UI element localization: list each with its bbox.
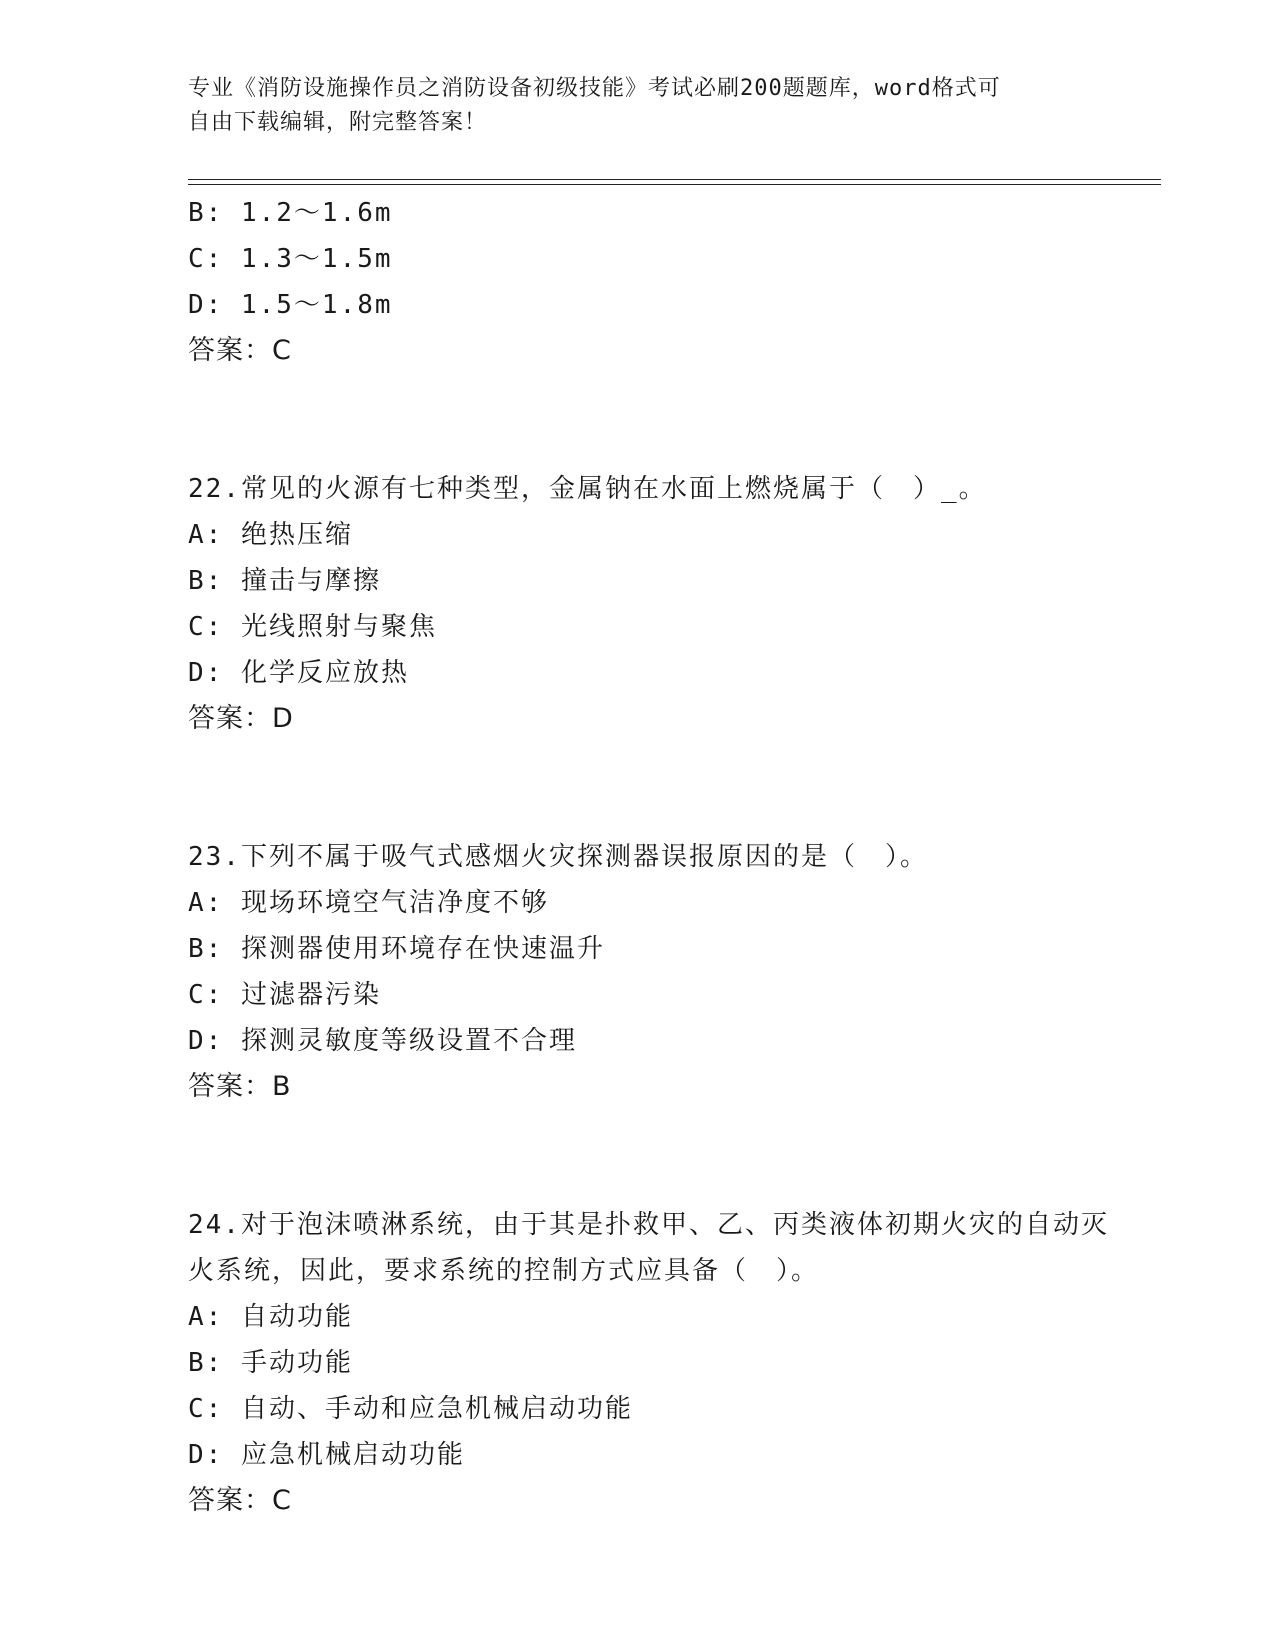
option-b: B: 1.2～1.6m — [188, 198, 393, 228]
option-d: D: 应急机械启动功能 — [188, 1440, 465, 1470]
answer-line: 答案：C — [188, 1485, 292, 1516]
answer-line: 答案：D — [188, 703, 294, 734]
question-text: 24.对于泡沫喷淋系统，由于其是扑救甲、乙、丙类液体初期火灾的自动灭火系统，因此，要求系统的控制方式应具备（ ）。 — [188, 1210, 1109, 1286]
header-divider-top — [188, 179, 1161, 180]
document-body — [188, 190, 1128, 1524]
answer-line: 答案：C — [188, 335, 292, 366]
option-c: C: 过滤器污染 — [188, 980, 381, 1010]
header-line-2: 自由下载编辑，附完整答案！ — [188, 110, 488, 135]
option-a: A: 绝热压缩 — [188, 520, 353, 550]
option-c: C: 光线照射与聚焦 — [188, 612, 437, 642]
question-22 — [188, 466, 1128, 742]
option-d: D: 1.5～1.8m — [188, 290, 393, 320]
question-24 — [188, 1202, 1128, 1524]
answer-line: 答案：B — [188, 1071, 292, 1102]
option-d: D: 化学反应放热 — [188, 658, 409, 688]
option-c: C: 1.3～1.5m — [188, 244, 393, 274]
question-text: 22.常见的火源有七种类型，金属钠在水面上燃烧属于（ ）_。 — [188, 474, 987, 504]
question-23 — [188, 834, 1128, 1110]
header-line-1: 专业《消防设施操作员之消防设备初级技能》考试必刷200题题库，word格式可 — [188, 76, 1001, 101]
document-header — [188, 72, 1088, 140]
option-b: B: 探测器使用环境存在快速温升 — [188, 934, 605, 964]
option-b: B: 撞击与摩擦 — [188, 566, 381, 596]
header-divider-bottom — [188, 184, 1161, 185]
question-fragment — [188, 190, 1128, 374]
option-d: D: 探测灵敏度等级设置不合理 — [188, 1026, 577, 1056]
option-c: C: 自动、手动和应急机械启动功能 — [188, 1394, 633, 1424]
option-a: A: 自动功能 — [188, 1302, 353, 1332]
option-b: B: 手动功能 — [188, 1348, 353, 1378]
option-a: A: 现场环境空气洁净度不够 — [188, 888, 549, 918]
question-text: 23.下列不属于吸气式感烟火灾探测器误报原因的是（ ）。 — [188, 842, 928, 872]
